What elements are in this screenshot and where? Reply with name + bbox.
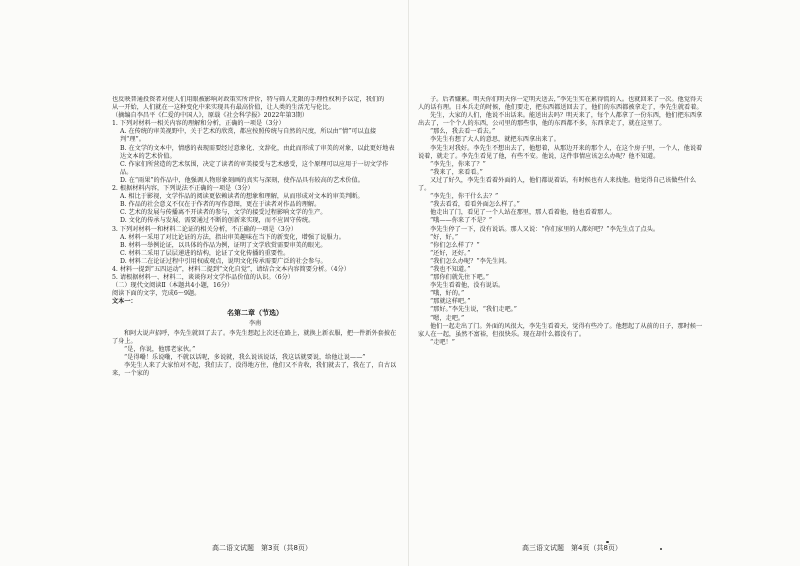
scan-speck bbox=[606, 541, 609, 543]
chapter-author: 李南 bbox=[248, 319, 262, 327]
text-line: D. 文化的传承与发展，需要通过不断的创新来实现，而不应固守传统。 bbox=[120, 217, 315, 225]
text-line: 3. 下列对材料一和材料二论证的相关分析，不正确的一项是（3分） bbox=[112, 225, 298, 233]
text-line: 先生，大家的人们，他说不出话来。能送出去吗？明天来了，每个人都拿了一份东西，他们把东西拿出去了，一个个人的东西，公司里的那些事，他的东西都不多，东西拿走了，就在这里了。 bbox=[418, 112, 703, 128]
text-line: “我去看看，看看外面怎么样了。” bbox=[430, 201, 520, 209]
page-fold bbox=[408, 0, 409, 566]
text-line: 李先生人来了大家怕对不起，我们去了，没得地方住，他们又不肯收，我们就去了，我在了，自古以来，一个家的 bbox=[112, 362, 397, 378]
text-line: 1. 下列对材料一相关内容的理解和分析，正确的一项是（3分） bbox=[112, 120, 285, 128]
text-line: B. 在文学的文本中，情感的表现需要经过意象化、文辞化，由此而形成了审美的对象，以此更好地表达文本的艺术价值。 bbox=[120, 144, 395, 160]
text-line: “我们怎么办呢？”李先生问。 bbox=[430, 257, 511, 265]
text-line: 他们一起走出了门。外面的风很大，李先生看着天，觉得有些冷了。他想起了从前的日子，那时候一家人在一起，虽然不富裕，但很快乐。现在却什么都没有了。 bbox=[418, 322, 703, 338]
text-line: 李先生有想了大人的意思，就把东西拿出来了。 bbox=[430, 136, 560, 144]
text-line: “那就这样吧。” bbox=[430, 298, 471, 306]
text-line: 也反映普通投资者对使人们用眼被影响对政策实所评价，特与筛人无限的手理性权利予以定，我们的 bbox=[112, 96, 385, 103]
text-line: C. 艺术的发展与传播离不开读者的参与，文学的接受过程影响文学的生产。 bbox=[120, 209, 327, 217]
text-line: A. 相比于影视，文学作品的阅读更依赖读者的想象和理解，从而形成对文本的审美判断。 bbox=[120, 193, 364, 201]
left-page bbox=[112, 96, 398, 536]
text-line: D. 在“雨果”的作品中，他强调人物形象刻画的真实与深刻，使作品具有较高的艺术价值。 bbox=[120, 176, 364, 184]
text-line: “你们怎么样了？” bbox=[430, 241, 480, 249]
text-line: （摘编自李昌平《仁爱的中国人》，原载《社会科学报》2022年第3期） bbox=[112, 112, 309, 120]
text-line: “李先生，你干什么去？” bbox=[430, 193, 499, 201]
text-line: 从一开始，人们就在一这种变化中来实现具有最高价值，让人类的生活无与伦比。 bbox=[112, 104, 335, 112]
text-line: B. 材料一举例论证，以具体的作品为例，证明了文学欣赏需要审美的眼光。 bbox=[120, 241, 327, 249]
text-line: “李先生，你来了？” bbox=[430, 160, 486, 168]
text-line: 阅读下面的文字，完成6～9题。 bbox=[112, 290, 201, 298]
text-line: “走吧！” bbox=[430, 338, 455, 346]
text-line: 李先生对我好。李先生不想出去了，他想着，从那边开来的那个人，在这个房子里，一个人，他说着说着，就走了。李先生看见了他，有些不安。他说，这件事情应该怎么办呢？他不知道。 bbox=[418, 144, 703, 160]
text-line: “是得嘞！乐说嘞，不就以话呢，多说就，我么说该说话，我这话就要说，给他让说——” bbox=[124, 353, 366, 361]
text-line: “哦——你来了不是？” bbox=[430, 217, 493, 225]
text-line: D. 材料二在论证过程中引用权威观点，说明文化传承需要广泛的社会参与。 bbox=[120, 257, 327, 265]
text-line: “那好。”李先生说，“我们走吧。” bbox=[430, 306, 517, 314]
right-page bbox=[418, 96, 708, 536]
text-line: “我来了，来看看。” bbox=[430, 168, 483, 176]
text-line: 2. 根据材料内容，下列说法不正确的一项是（3分） bbox=[112, 185, 254, 193]
text-line: “嗯，走吧。” bbox=[430, 314, 465, 322]
scan-speck bbox=[660, 548, 662, 550]
text-line: “我也不知道。” bbox=[430, 265, 471, 273]
text-line: C. 材料二采用了层层递进的结构，论证了文化传播的重要性。 bbox=[120, 249, 290, 257]
text-line: C. 作家们所营造的艺术氛围，决定了读者的审美接受与艺术感受，这个原理可以应用于一切文学作品。 bbox=[120, 160, 389, 176]
text-line: （二）现代文阅读Ⅱ（本题共4小题，16分） bbox=[112, 282, 234, 290]
page-number-left: 高二语文试题 第3页（共8页） bbox=[212, 544, 312, 552]
text-line: “还好，还好。” bbox=[430, 249, 471, 257]
text-line: B. 作品的社会意义不仅在于作者的写作意图，更在于读者对作品的理解。 bbox=[120, 201, 321, 209]
text-line: “好，好。” bbox=[430, 233, 458, 241]
text-line: 和阿大说声招呼，李先生就回了去了。李先生想起上次还在路上，就换上新衣服，把一件新外套披在了身上。 bbox=[112, 329, 397, 345]
text-line: “哦，好的。” bbox=[430, 290, 465, 298]
left-page-text bbox=[112, 96, 398, 298]
text-line: A. 材料一采用了对比论证的方法，指出审美趣味在当下的新变化，增强了说服力。 bbox=[120, 233, 345, 241]
text-line: 李先生看着他，没有说话。 bbox=[430, 282, 505, 290]
page-number-right: 高三语文试题 第4页（共8页） bbox=[522, 544, 622, 552]
text-one-label: 文本一： bbox=[112, 298, 137, 306]
text-line: “那么，我去看一看去。” bbox=[430, 128, 496, 136]
text-line: 他走出了门，看见了一个人站在那里，那人看着他，他也看着那人。 bbox=[430, 209, 616, 217]
text-line: 5. 请根据材料一、材料二，谈谈你对文学作品价值的认识。（6分） bbox=[112, 274, 294, 282]
text-line: 又过了好久，李先生看着外面的人，他们都说着话，有时候也有人来找他。他觉得自己该做些什么了。 bbox=[418, 176, 697, 193]
text-line: “那你们就先住下吧。” bbox=[430, 274, 489, 282]
text-line: 子。后者嫌累。明天你们明天你一定明天送去，”李先生实在累得慌的人。也就回来了一次。他觉得夫人的话有理。日本兵走的时候，他们要走，把东西都送回去了，他们的东西都被拿走了，李先生就看着。 bbox=[418, 96, 703, 112]
text-line: 李先生停了一下，没有说话。那人又说：“你们家里的人都好吧？”李先生点了点头。 bbox=[430, 225, 660, 233]
left-story-body bbox=[112, 330, 398, 379]
text-line: A. 在传统的审美视野中，关于艺术的欣赏，都应按照传统与自然的尺度，所以由“情”可以直接判“理”。 bbox=[120, 128, 377, 144]
text-line: “是，你说，他那老家伙。” bbox=[124, 345, 196, 353]
chapter-title: 名第二章（节选） bbox=[227, 308, 283, 318]
text-line: 4. 材料一提到“五四运动”，材料二提到“文化自觉”，请结合文本内容简要分析。（4分） bbox=[112, 265, 350, 273]
right-page-text bbox=[418, 96, 708, 347]
